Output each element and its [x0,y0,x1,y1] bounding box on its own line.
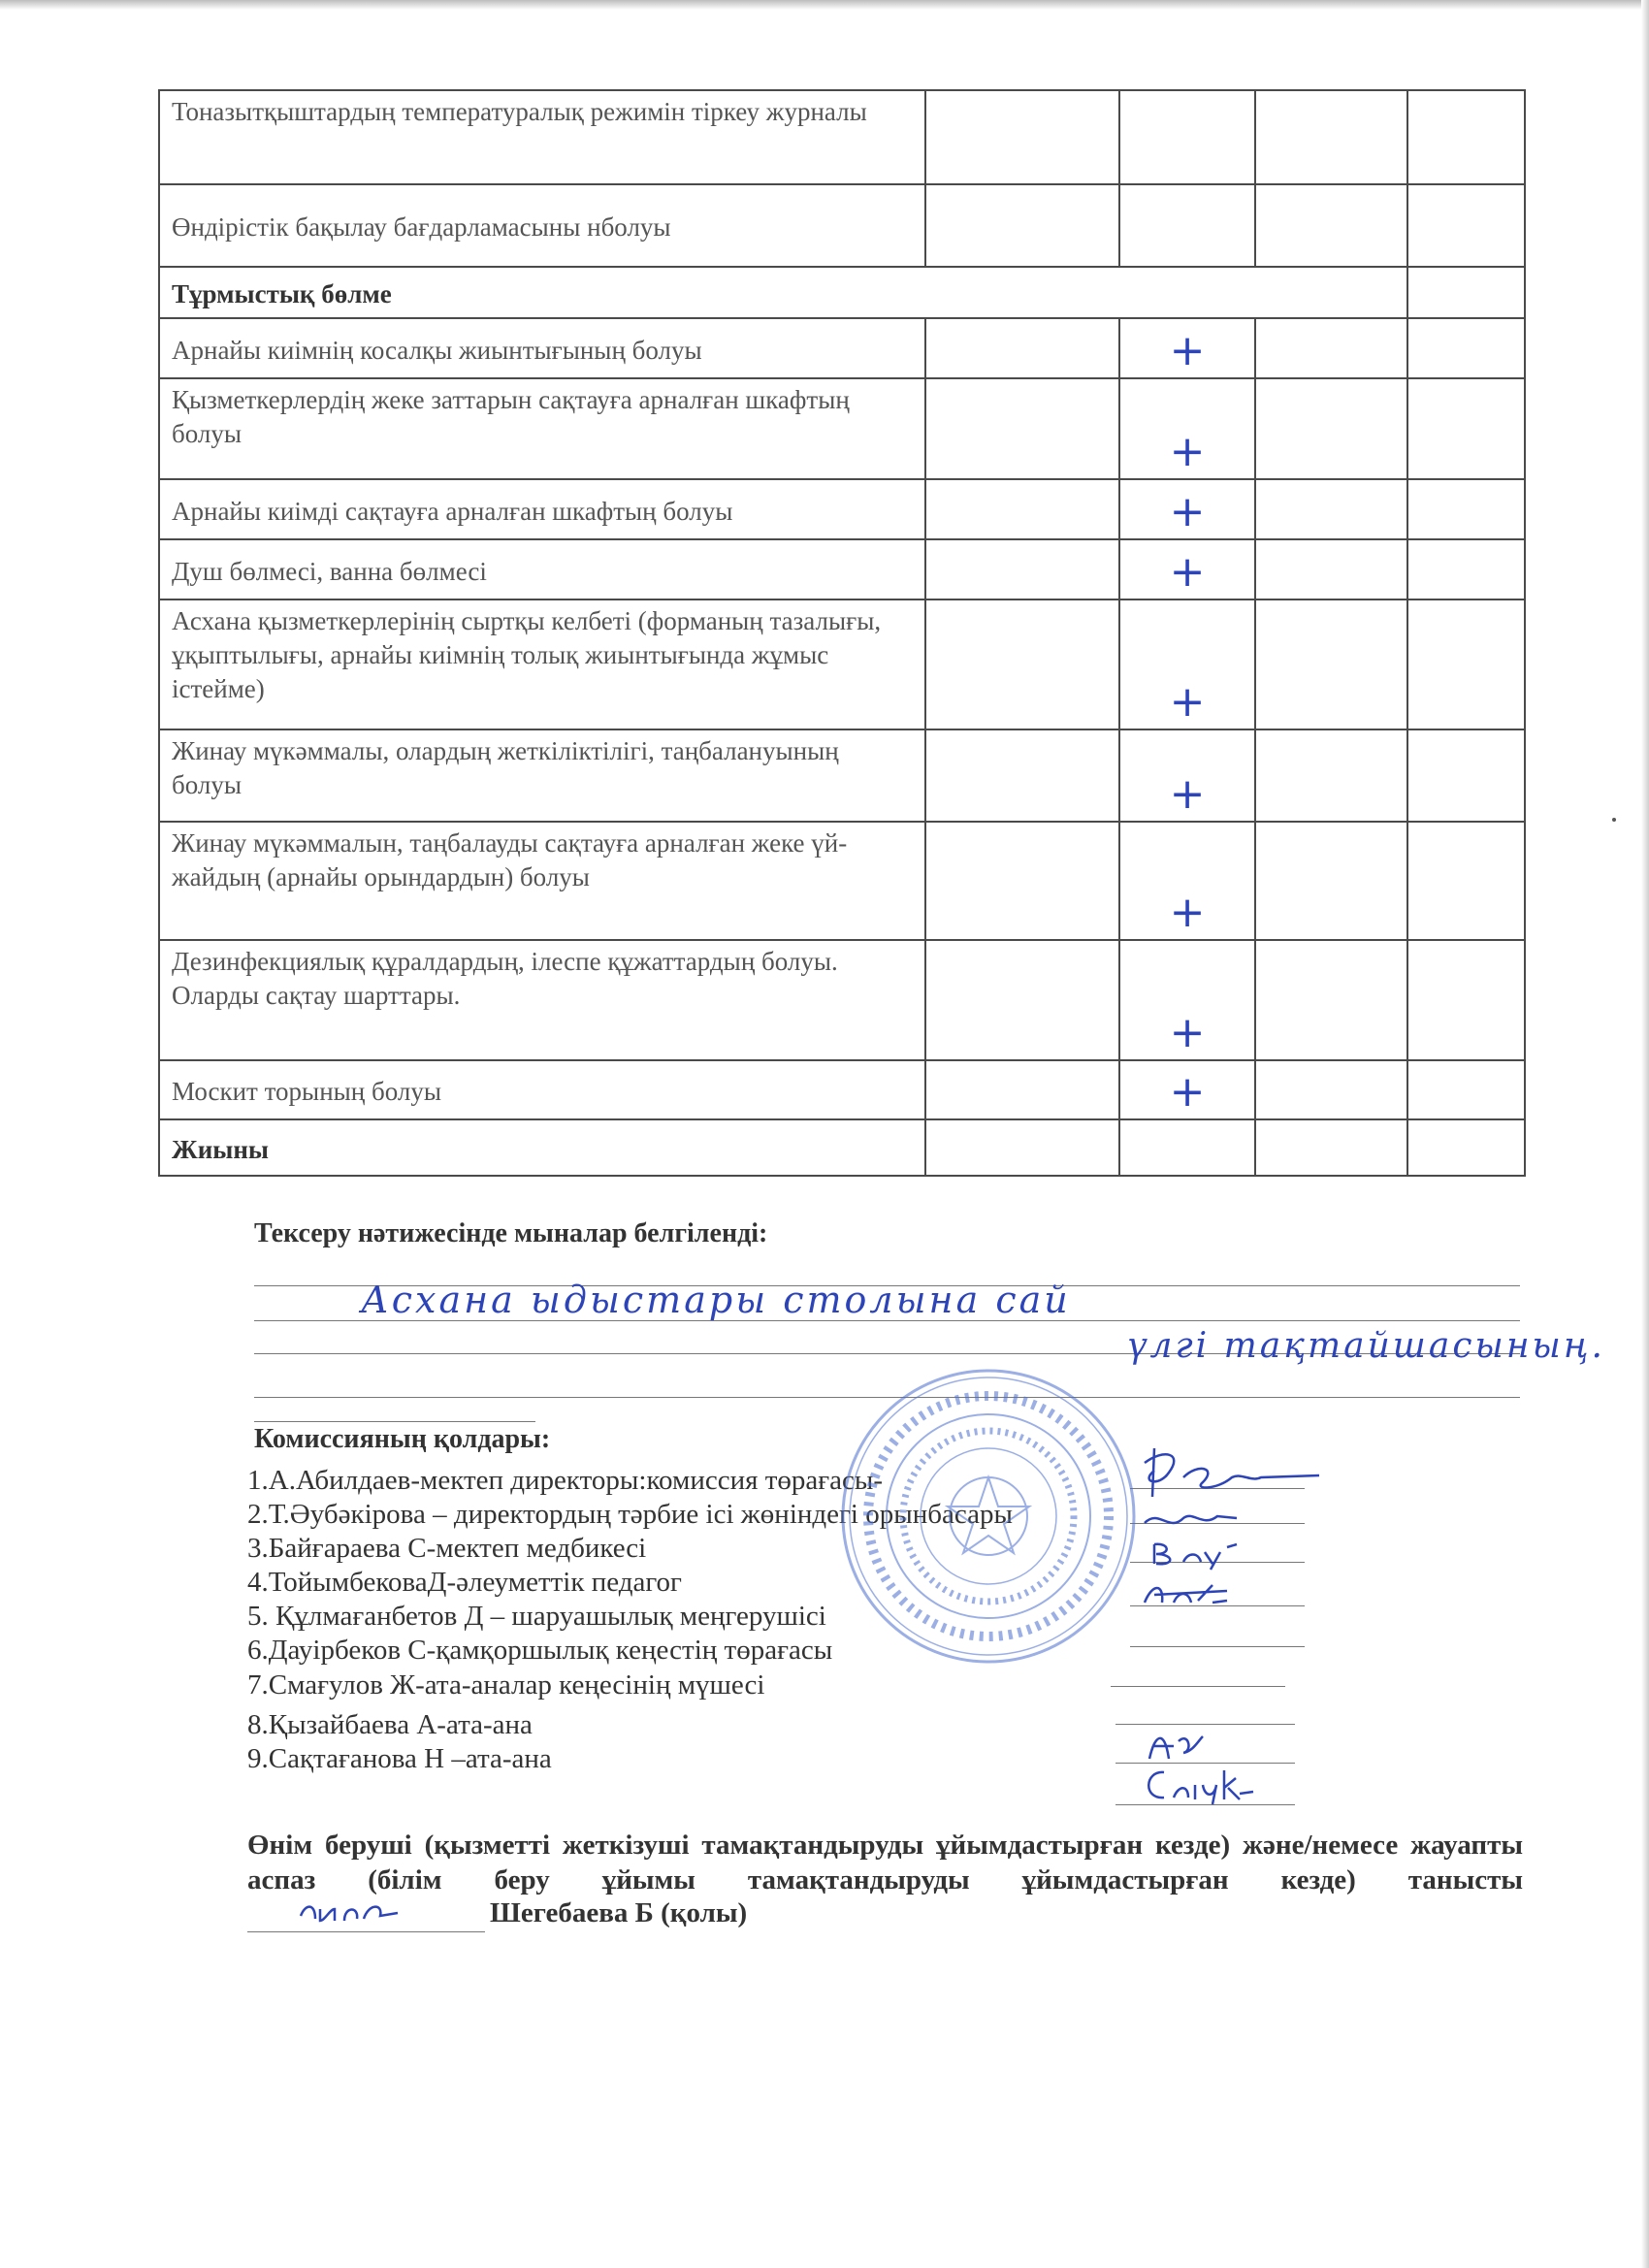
commission-member: 5. Құлмағанбетов Д – шаруашылық меңгерушісі [247,1601,826,1632]
check-mark: + [1169,487,1206,536]
row-label: Жинау мүкәммалын, таңбалауды сақтауға арналған жеке үй-жайдың (арнайы орындардын) болуы [159,822,925,940]
commission-member: 3.Байғараева С-мектеп медбикесі [247,1533,647,1564]
signature-pedagogue [1135,1573,1242,1612]
row-label: Жинау мүкәммалы, олардың жеткіліктілігі, таңбалануының болуы [159,729,925,822]
row-label: Асхана қызметкерлерінің сыртқы келбеті (форманың тазалығы, ұқыптылығы, арнайы киімнің толық жиынтығында жұмыс істейме) [159,599,925,729]
section-row [159,267,1525,318]
row-label: Арнайы киімнің косалқы жиынтығының болуы [159,318,925,378]
table-row [159,822,1525,940]
check-mark: + [1169,1067,1206,1117]
checklist-table [158,89,1526,1177]
commission-member: 2.Т.Әубәкірова – директордың тәрбие ісі жөніндегі орынбасары [247,1499,1013,1530]
signature-parent-1 [1135,1722,1212,1766]
result-label: Тексеру нәтижесінде мыналар белгіленді: [254,1218,768,1248]
commission-member: 9.Сақтағанова Н –ата-ана [247,1743,552,1774]
scan-speck [1612,818,1616,822]
table-row [159,599,1525,729]
row-label: Өндірістік бақылау бағдарламасыны нболуы [159,184,925,267]
row-label: Дезинфекциялық құралдардың, ілеспе құжаттардың болуы. Оларды сақтау шарттары. [159,940,925,1060]
check-mark: + [1169,427,1206,476]
commission-member: 1.А.Абилдаев-мектеп директоры:комиссия төрағасы- [247,1465,884,1496]
handwritten-note: үлгі тақтайшасының. [1127,1326,1605,1366]
table-row [159,378,1525,479]
signature-parent-2 [1135,1761,1261,1809]
signature-chair [1125,1443,1319,1502]
signature-line [1130,1646,1305,1647]
row-label: Арнайы киімді сақтауға арналған шкафтың болуы [159,479,925,539]
result-line-short [254,1421,535,1422]
handwritten-note: Асхана ыдыстары столына сай [361,1279,1071,1321]
official-stamp [840,1368,1137,1665]
signature-nurse [1145,1533,1242,1571]
row-label: Тоназытқыштардың температуралық режимін тіркеу журналы [159,90,925,184]
check-mark: + [1169,769,1206,819]
check-mark: + [1169,677,1206,727]
table-row [159,729,1525,822]
table-row [159,479,1525,539]
signatures-title: Комиссияның қолдары: [254,1424,551,1454]
table-row [159,940,1525,1060]
commission-member: 8.Қызайбаева А-ата-ана [247,1709,533,1740]
table-row [159,318,1525,378]
commission-member: 4.ТойымбековаД-әлеуметтік педагог [247,1567,682,1598]
table-row [159,1060,1525,1119]
table-row [159,539,1525,599]
check-mark: + [1169,547,1206,597]
row-label: Қызметкерлердің жеке заттарын сақтауға арналған шкафтың болуы [159,378,925,479]
check-mark: + [1169,888,1206,937]
commission-member: 6.Дауірбеков С-қамқоршылық кеңестің төрағасы [247,1635,833,1666]
scan-top-edge [0,0,1649,10]
signature-cook [291,1892,407,1930]
footer-name: Шегебаева Б (қолы) [490,1897,748,1928]
total-label: Жиыны [159,1119,925,1176]
table-row [159,184,1525,267]
footer-acknowledgement: Өнім беруші (қызметті жеткізуші тамақтандыруды ұйымдастырған кезде) және/немесе жауапты аспаз (білім беру ұйымы тамақтандыруды ұйымдастырған кезде) танысты [247,1830,1523,1895]
commission-member: 7.Смағулов Ж-ата-аналар кеңесінің мүшесі [247,1669,765,1701]
section-label: Тұрмыстық бөлме [159,267,1407,318]
row-label: Душ бөлмесі, ванна бөлмесі [159,539,925,599]
check-mark: + [1169,1008,1206,1057]
check-mark: + [1169,326,1206,375]
total-row [159,1119,1525,1176]
footer-signature-line [247,1931,485,1932]
row-label: Москит торының болуы [159,1060,925,1119]
scan-right-edge [1641,0,1649,2268]
table-row [159,90,1525,184]
signature-line [1111,1686,1285,1687]
signature-deputy [1135,1499,1242,1538]
